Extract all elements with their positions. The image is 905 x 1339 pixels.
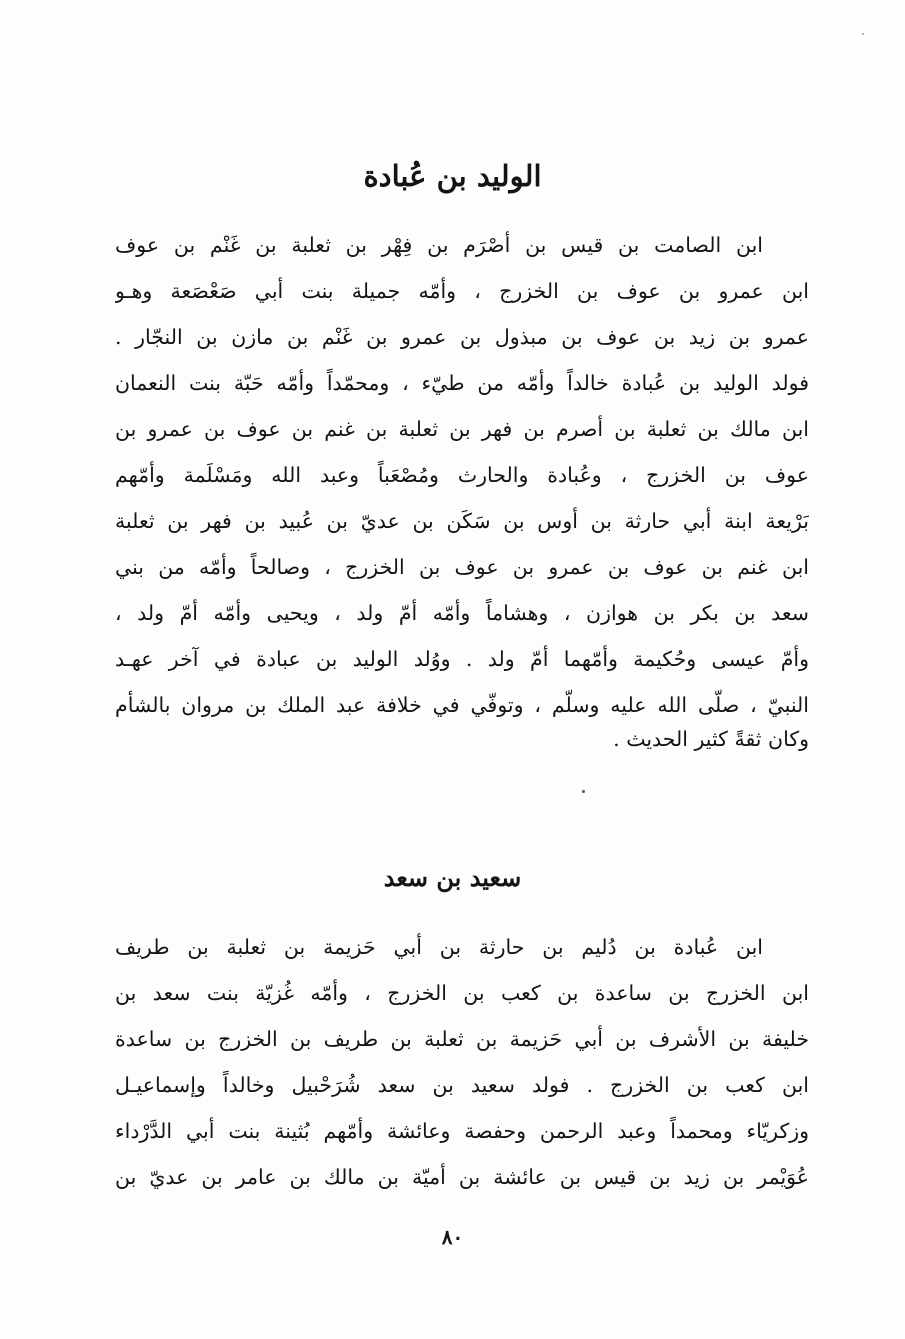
page-number: ٨٠: [441, 1225, 464, 1249]
text-line: سعد بن بكر بن هوازن ، وهشاماً وأمّه أمّ ولد ، ويحيى وأمّه أمّ ولد ،: [115, 601, 809, 625]
section-title-said: سعيد بن سعد: [383, 862, 522, 892]
text-line: خليفة بن الأشرف بن أبي حَزيمة بن ثعلبة بن طريف بن الخزرج بن ساعدة: [115, 1027, 809, 1051]
text-line: بَرْيعة ابنة أبي حارثة بن أوس بن سَكَن بن عديّ بن عُبيد بن فهر بن ثعلبة: [115, 509, 809, 533]
text-line: فولد الوليد بن عُبادة خالداً وأمّه من طيّء ، ومحمّداً وأمّه حَبّة بنت النعمان: [115, 371, 809, 395]
section-title-al-walid: الوليد بن عُبادة: [363, 159, 542, 194]
text-line: ابن مالك بن ثعلبة بن أصرم بن فهر بن ثعلبة بن غنم بن عوف بن عمرو بن: [115, 417, 809, 441]
text-line: ابن عُبادة بن دُليم بن حارثة بن أبي حَزيمة بن ثعلبة بن طريف: [115, 935, 763, 959]
text-line: عوف بن الخزرج ، وعُبادة والحارث ومُصْعَباً وعبد الله ومَسْلَمة وأمّهم: [115, 463, 809, 487]
scan-speck: [862, 33, 864, 35]
text-line: ابن الصامت بن قيس بن أصْرَم بن فِهْر بن ثعلبة بن غَنْم بن عوف: [115, 233, 763, 257]
text-line: وأمّ عيسى وحُكيمة وأمّهما أمّ ولد . ووُلد الوليد بن عبادة في آخر عهـد: [115, 647, 809, 671]
text-line: ابن الخزرج بن ساعدة بن كعب بن الخزرج ، وأمّه غُزيّة بنت سعد بن: [115, 981, 809, 1005]
text-line: وزكريّاء ومحمداً وعبد الرحمن وحفصة وعائشة وأمّهم بُثينة بنت أبي الدَّرْداء: [115, 1119, 809, 1143]
text-line: عُوَيْمر بن زيد بن قيس بن عائشة بن أميّة بن مالك بن عامر بن عديّ بن: [115, 1165, 809, 1189]
text-line: ابن عمرو بن عوف بن الخزرج ، وأمّه جميلة بنت أبي صَعْصَعة وهـو: [115, 279, 809, 303]
text-line: وكان ثقةً كثير الحديث .: [613, 727, 809, 751]
text-line: عمرو بن زيد بن عوف بن مبذول بن عمرو بن غَنْم بن مازن بن النجّار .: [115, 325, 809, 349]
text-line: ابن كعب بن الخزرج . فولد سعيد بن سعد شُرَحْبيل وخالداً وإسماعيـل: [115, 1073, 809, 1097]
text-line: النبيّ ، صلّى الله عليه وسلّم ، وتوفّي في خلافة عبد الملك بن مروان بالشأم: [115, 693, 809, 717]
text-line: ابن غنم بن عوف بن عمرو بن عوف بن الخزرج ، وصالحاً وأمّه من بني: [115, 555, 809, 579]
scan-speck: [582, 790, 585, 793]
